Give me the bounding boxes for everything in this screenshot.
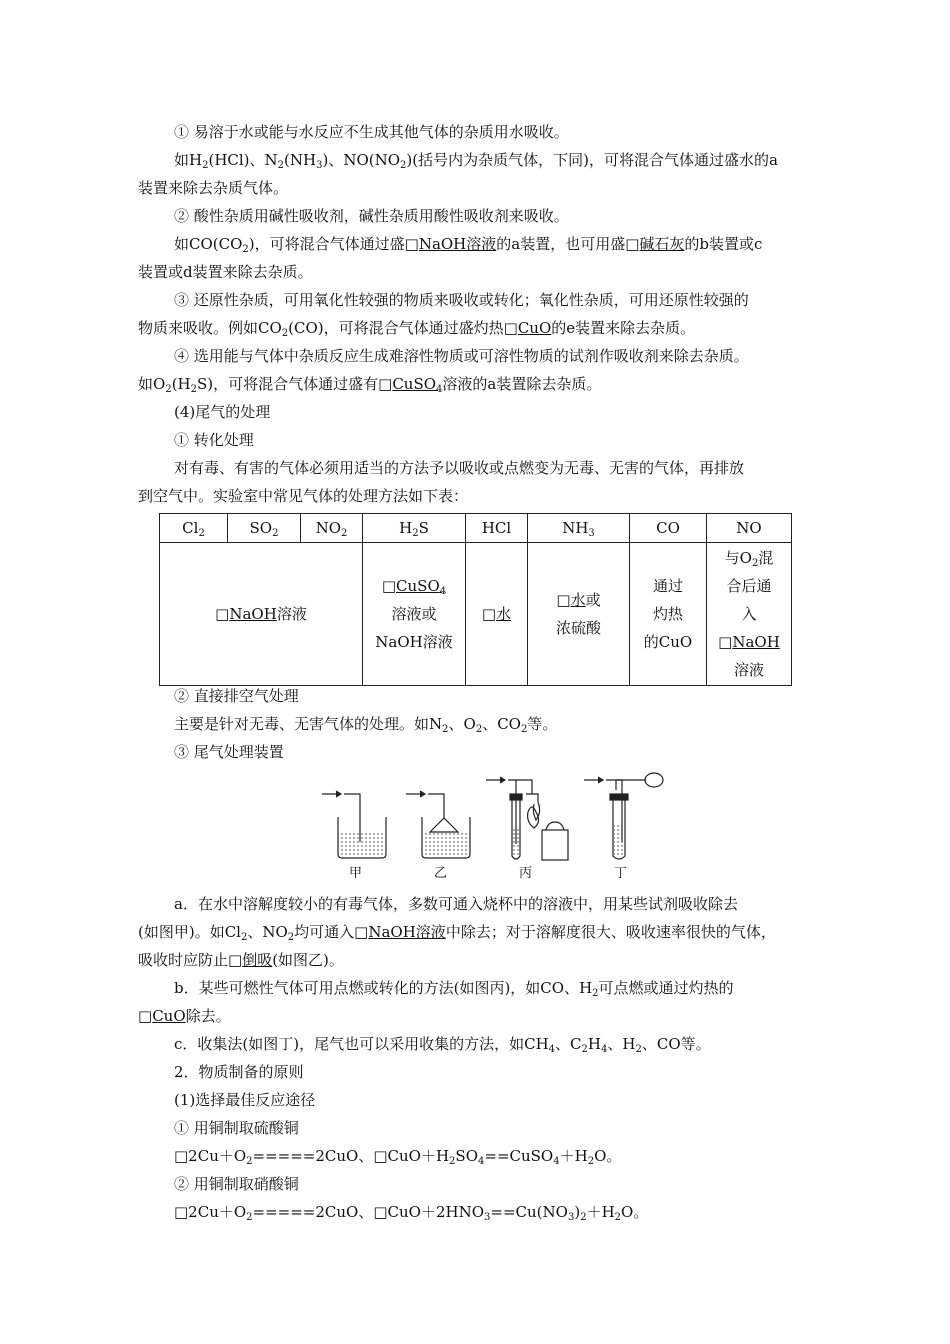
- subscript: 4: [553, 1156, 560, 1167]
- paragraph-redox-cont: [138, 318, 818, 338]
- answer-blank: NaOH溶液: [368, 923, 446, 941]
- figure-label-jia: 甲: [349, 866, 363, 881]
- paragraph-toxic-gas-cont: 到空气中。实验室中常见气体的处理方法如下表：: [138, 487, 469, 505]
- paragraph-b-cont: [138, 1006, 818, 1026]
- text: 如H: [174, 151, 203, 169]
- table-body-row: [160, 543, 792, 686]
- text: 溶液: [276, 605, 307, 623]
- subscript: 3: [484, 1212, 491, 1223]
- text: O。: [594, 1147, 622, 1165]
- paragraph-a: a．在水中溶解度较小的有毒气体，多数可通入烧杯中的溶液中，用某些试剂吸收除去: [174, 895, 738, 913]
- answer-blank: CuO: [152, 1007, 186, 1025]
- text: (CO)，可将混合气体通过盛灼热□: [288, 319, 518, 337]
- text: b．某些可燃性气体可用点燃或转化的方法(如图丙)，如CO、H: [174, 979, 593, 997]
- subscript: 3: [567, 1212, 575, 1223]
- text: 、C: [555, 1035, 582, 1053]
- paragraph-water-absorption: ① 易溶于水或能与水反应不生成其他气体的杂质用水吸收。: [174, 123, 569, 141]
- subscript: 2: [635, 1044, 642, 1055]
- cell-line: 入: [741, 605, 757, 623]
- subheading-apparatus: ③ 尾气处理装置: [174, 743, 284, 761]
- header-co: CO: [630, 514, 707, 543]
- subscript: 4: [478, 1156, 485, 1167]
- text: ==CuSO: [484, 1147, 554, 1165]
- text: S: [418, 519, 429, 537]
- text: 混: [758, 549, 774, 567]
- text: 物质来吸收。例如CO: [138, 319, 282, 337]
- subheading-best-route: (1)选择最佳反应途径: [174, 1091, 316, 1109]
- header-h2s: [363, 514, 466, 543]
- text: H: [587, 1035, 601, 1053]
- answer-blank: 水: [496, 605, 512, 623]
- subscript: 3: [316, 160, 323, 171]
- paragraph-precipitate: ④ 选用能与气体中杂质反应生成难溶性物质或可溶性物质的试剂作吸收剂来除去杂质。: [174, 347, 749, 365]
- cell-line: [707, 544, 791, 572]
- text: CuSO: [396, 577, 440, 595]
- text: 、O: [448, 715, 476, 733]
- cell-line: 合后通: [726, 577, 772, 595]
- text: (如图乙)。: [272, 951, 344, 969]
- text: 主要是针对无毒、无害气体的处理。如N: [174, 715, 443, 733]
- text: □: [718, 633, 733, 651]
- paragraph-example-2-cont: 装置或d装置来除去杂质。: [138, 263, 313, 281]
- cell-naoh: [160, 543, 363, 686]
- paragraph-b: [174, 978, 818, 998]
- header-so2: [228, 514, 301, 543]
- text: )，可将混合气体通过盛□: [248, 235, 419, 253]
- text: 、H: [607, 1035, 636, 1053]
- text: NH: [562, 519, 589, 537]
- subscript: 2: [277, 160, 285, 171]
- text: ＋H: [559, 1147, 588, 1165]
- subscript: 2: [581, 1044, 588, 1055]
- text: ): [574, 1203, 581, 1221]
- subscript: 2: [520, 724, 528, 735]
- paragraph-precipitate-cont: [138, 374, 818, 394]
- text: (H: [171, 375, 191, 393]
- paragraph-nontoxic: [174, 714, 818, 734]
- text: =====2CuO、□CuO＋2HNO: [252, 1203, 485, 1221]
- text: NO: [315, 519, 342, 537]
- text: 或: [585, 591, 601, 609]
- header-no2: [301, 514, 363, 543]
- text: Cl: [182, 519, 199, 537]
- section-heading-tail-gas: (4)尾气的处理: [174, 403, 271, 421]
- answer-blank: 水: [570, 591, 586, 609]
- header-cl2: [160, 514, 228, 543]
- text: S)，可将混合气体通过盛有□: [197, 375, 393, 393]
- paragraph-example-1: [174, 150, 818, 170]
- subscript: 4: [439, 586, 447, 597]
- subscript: 2: [592, 988, 599, 999]
- text: 可点燃或通过灼热的: [598, 979, 734, 997]
- cell-cuso4: [363, 543, 466, 686]
- cell-line: 的CuO: [643, 633, 693, 651]
- subscript: 2: [246, 1156, 253, 1167]
- apparatus-jia: [322, 791, 386, 858]
- subscript: 2: [475, 724, 483, 735]
- paragraph-redox: ③ 还原性杂质，可用氧化性较强的物质来吸收或转化；氧化性杂质，可用还原性较强的: [174, 291, 749, 309]
- apparatus-ding: [584, 773, 663, 859]
- text: 如CO(CO: [174, 235, 243, 253]
- subscript: 2: [198, 528, 205, 539]
- subscript: 2: [442, 724, 449, 735]
- apparatus-bing: [486, 777, 568, 860]
- paragraph-a-cont-2: [138, 950, 818, 970]
- subscript: 4: [436, 384, 443, 395]
- subscript: 3: [588, 528, 595, 539]
- answer-blank: 碱石灰: [639, 235, 685, 253]
- text: =====2CuO、□CuO＋H: [252, 1147, 450, 1165]
- text: 中除去；对于溶解度很大、吸收速率很快的气体，: [445, 923, 776, 941]
- paragraph-example-1-cont: 装置来除去杂质气体。: [138, 179, 289, 197]
- apparatus-yi: [406, 791, 470, 858]
- text: )、NO(NO: [322, 151, 401, 169]
- subscript: 2: [240, 932, 248, 943]
- answer-blank: 倒吸: [242, 951, 273, 969]
- cell-water: [466, 543, 528, 686]
- answer-blank: NaOH溶液: [418, 235, 497, 253]
- cell-line: [528, 586, 629, 614]
- subscript: 2: [190, 384, 197, 395]
- answer-blank: CuO: [517, 319, 552, 337]
- text: 除去。: [185, 1007, 231, 1025]
- subheading-copper-nitrate: ② 用铜制取硝酸铜: [174, 1175, 299, 1193]
- text: ＋H: [586, 1203, 615, 1221]
- text: 溶液的a装置除去杂质。: [442, 375, 602, 393]
- cell-o2-naoh: [707, 543, 792, 686]
- paragraph-a-cont-1: [138, 922, 818, 942]
- text: □: [381, 577, 397, 595]
- subscript: 2: [400, 160, 407, 171]
- subscript: 4: [548, 1044, 556, 1055]
- cell-line: 浓硫酸: [555, 619, 601, 637]
- text: CuSO: [392, 375, 437, 393]
- paragraph-c: [174, 1034, 818, 1054]
- text: 、CO: [482, 715, 521, 733]
- subheading-copper-sulfate: ① 用铜制取硫酸铜: [174, 1119, 299, 1137]
- text: c．收集法(如图丁)，尾气也可以采用收集的方法，如CH: [174, 1035, 549, 1053]
- answer-blank: NaOH: [732, 633, 780, 651]
- figure-label-yi: 乙: [434, 866, 448, 881]
- subscript: 2: [580, 1212, 587, 1223]
- text: 的a装置，也可用盛□: [496, 235, 640, 253]
- subscript: 2: [341, 528, 348, 539]
- text: 与O: [724, 549, 752, 567]
- text: □: [556, 591, 571, 609]
- text: SO: [249, 519, 273, 537]
- text: □2Cu＋O: [174, 1147, 247, 1165]
- table-header-row: [160, 514, 792, 543]
- section-heading-preparation: 2．物质制备的原则: [174, 1063, 304, 1081]
- header-nh3: [528, 514, 630, 543]
- subscript: 2: [412, 528, 419, 539]
- figure-label-bing: 丙: [519, 866, 533, 881]
- cell-line: 通过: [652, 577, 683, 595]
- text: 均可通入□: [294, 923, 369, 941]
- answer-blank: NaOH: [229, 605, 277, 623]
- text: □: [481, 605, 497, 623]
- subscript: 2: [246, 1212, 253, 1223]
- cell-line: 灼热: [652, 605, 683, 623]
- subscript: 2: [587, 1156, 595, 1167]
- subheading-direct-venting: ② 直接排空气处理: [174, 687, 299, 705]
- paragraph-acid-base: ② 酸性杂质用碱性吸收剂，碱性杂质用酸性吸收剂来吸收。: [174, 207, 569, 225]
- figure-label-ding: 丁: [614, 866, 628, 881]
- cell-line: [363, 572, 465, 600]
- equation-copper-nitrate: [174, 1202, 818, 1222]
- text: 吸收时应防止□: [138, 951, 243, 969]
- text: □: [215, 605, 230, 623]
- cell-line: NaOH溶液: [375, 633, 453, 651]
- subscript: 2: [287, 932, 295, 943]
- cell-water-acid: [528, 543, 630, 686]
- text: 、NO: [247, 923, 288, 941]
- cell-hot-cuo: [630, 543, 707, 686]
- subscript: 2: [449, 1156, 456, 1167]
- text: □2Cu＋O: [174, 1203, 247, 1221]
- subscript: 2: [242, 244, 249, 255]
- cell-line: [707, 628, 791, 656]
- text: O。: [621, 1203, 649, 1221]
- text: (如图甲)。如Cl: [138, 923, 241, 941]
- answer-blank: [392, 375, 442, 393]
- subscript: 2: [272, 528, 279, 539]
- text: H: [399, 519, 413, 537]
- subscript: 2: [165, 384, 172, 395]
- subscript: 2: [614, 1212, 622, 1223]
- text: 等。: [527, 715, 558, 733]
- header-no: NO: [707, 514, 792, 543]
- paragraph-toxic-gas: 对有毒、有害的气体必须用适当的方法予以吸收或点燃变为无毒、无害的气体，再排放: [174, 459, 745, 477]
- text: 、CO等。: [641, 1035, 711, 1053]
- text: )(括号内为杂质气体，下同)，可将混合气体通过盛水的a: [406, 151, 778, 169]
- header-hcl: HCl: [466, 514, 528, 543]
- paragraph-example-2: [174, 234, 818, 254]
- text: SO: [455, 1147, 478, 1165]
- subheading-conversion: ① 转化处理: [174, 431, 254, 449]
- text: 的b装置或c: [684, 235, 763, 253]
- cell-line: 溶液或: [391, 605, 437, 623]
- subscript: 2: [202, 160, 209, 171]
- answer-blank: [396, 577, 446, 595]
- text: □: [138, 1007, 153, 1025]
- subscript: 2: [751, 558, 759, 569]
- text: (NH: [284, 151, 317, 169]
- subscript: 4: [601, 1044, 608, 1055]
- text: 的e装置来除去杂质。: [551, 319, 696, 337]
- gas-treatment-table: [159, 513, 792, 686]
- text: (HCl)、N: [208, 151, 278, 169]
- subscript: 2: [281, 328, 289, 339]
- equation-copper-sulfate: [174, 1146, 818, 1166]
- text: 如O: [138, 375, 166, 393]
- text: ==Cu(NO: [490, 1203, 568, 1221]
- cell-line: 溶液: [733, 661, 764, 679]
